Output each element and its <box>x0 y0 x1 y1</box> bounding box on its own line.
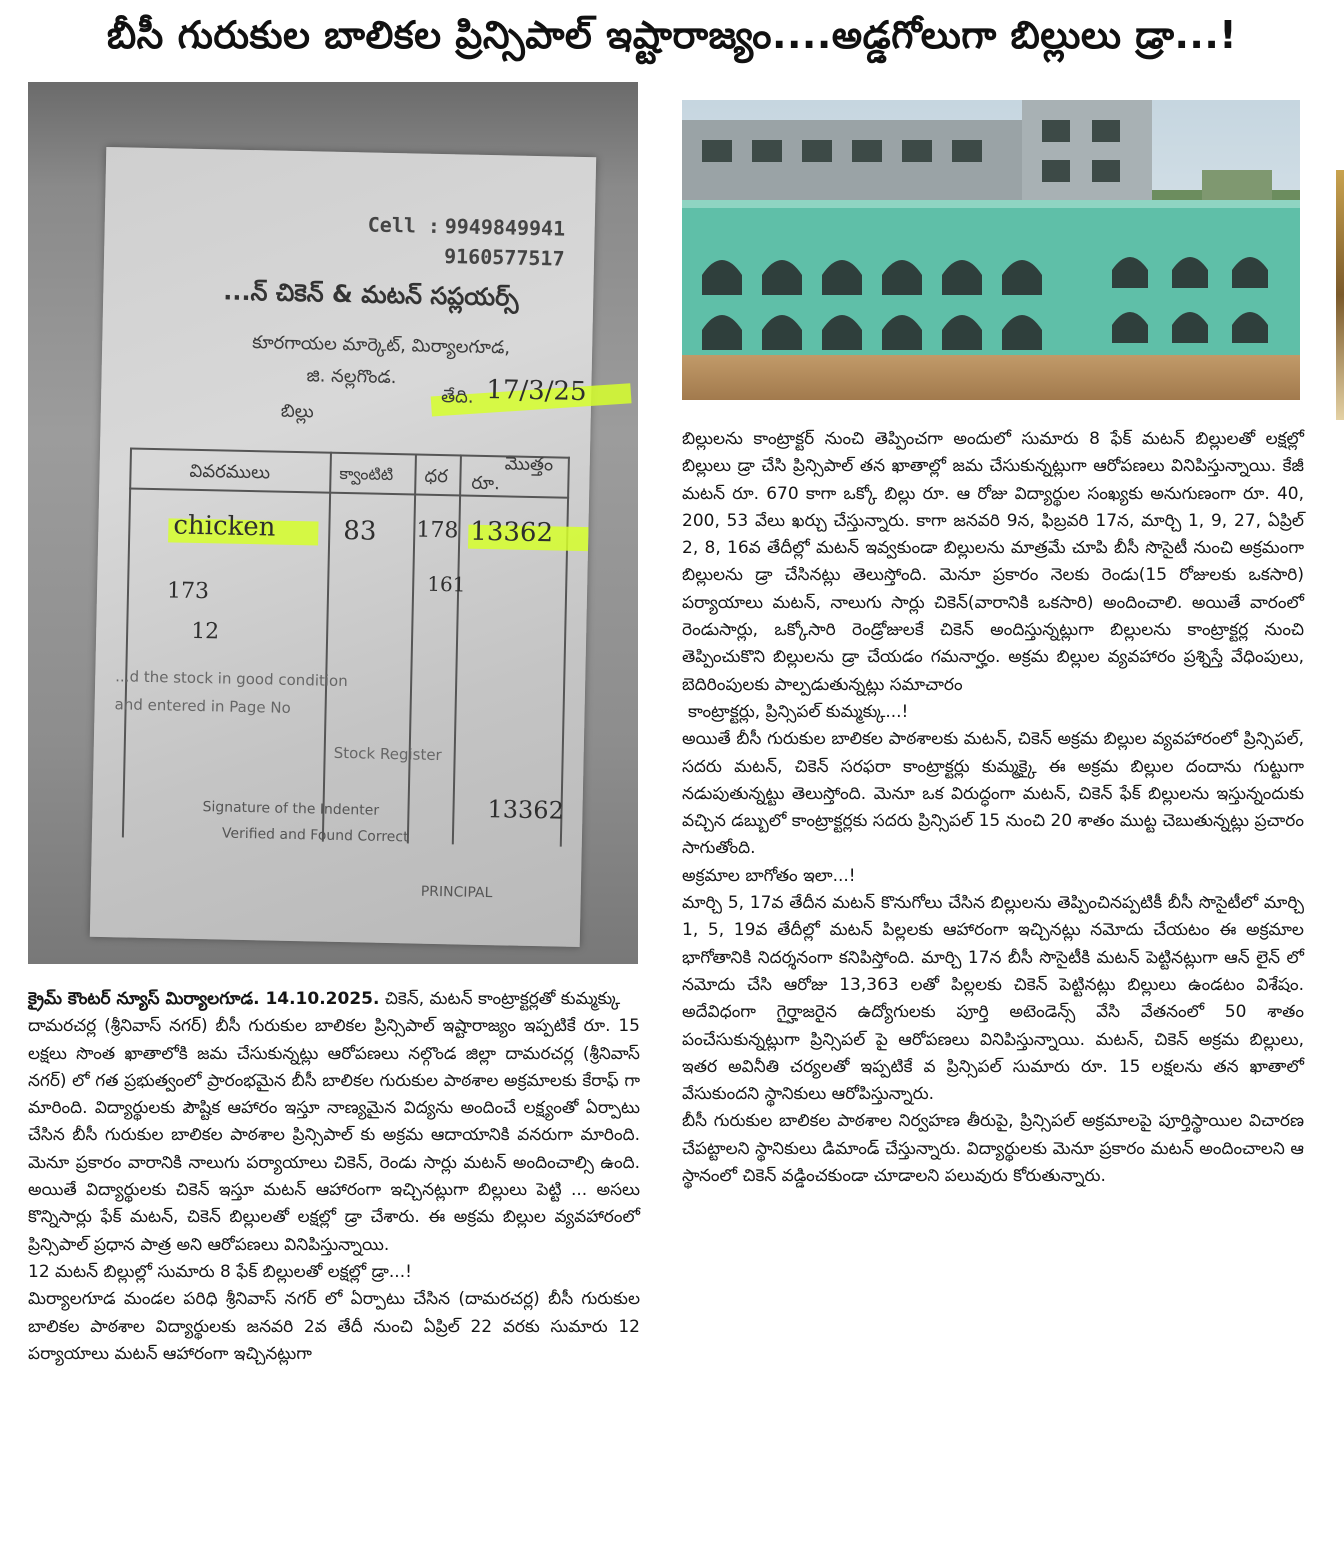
right-subhead-2: అక్రమాల బాగోతం ఇలా...! <box>682 865 856 886</box>
receipt-note-1: 173 <box>166 578 210 605</box>
receipt-paper <box>90 147 596 947</box>
left-subhead-1: 12 మటన్ బిల్లుల్లో సుమారు 8 ఫేక్ బిల్లులతో లక్షల్లో డ్రా...! <box>28 1261 412 1282</box>
right-paragraph-3: మార్చి 5, 17వ తేదీన మటన్ కొనుగోలు చేసిన బిల్లులను తెప్పించినప్పటికీ బీసీ సొసైటీలో మార్చి 1, 5, 19వ తేదీల్లో మటన్ పిల్లలకు ఆహారంగా ఇచ్చినట్లు నమోదు చేయటం ఈ అక్రమాల భాగోతానికి నిదర్శనంగా కనిపిస్తోంది. మార్చి 17న బీసీ సొసైటీకి మటన్ పెట్టినట్లుగా ఆన్ లైన్ లో నమోదు చేసి ఆరోజు 13,363 లతో పిల్లలకు చికెన్ పెట్టినట్లు బిల్లులు ఉండటం విశేషం. అదేవిధంగా గైర్హాజరైన ఉద్యోగులకు పూర్తి అటెండెన్స్ వేసి వేతనంలో 50 శాతం పంచేసుకున్నట్లుగా ప్రిన్సిపల్ పై ఆరోపణలు వినిపిస్తున్నాయి. మటన్, చికెన్ అక్రమ బిల్లులు, ఇతర అవినీతి చర్యలతో ఇప్పటికే వ ప్రిన్సిపల్ సుమారు రూ. 15 లక్షలను తన ఖాతాలో వేసుకుందని స్థానికులు ఆరోపిస్తున్నారు. <box>682 893 1304 1105</box>
receipt-date-value: 17/3/25 <box>486 374 587 408</box>
receipt-table-header-rule <box>129 488 569 499</box>
receipt-rate-note: 161 <box>426 571 466 597</box>
school-building-photo <box>682 100 1300 400</box>
receipt-quantity: 83 <box>343 516 377 547</box>
receipt-cell-label: Cell : <box>367 212 441 238</box>
receipt-rate: 178 <box>416 517 459 544</box>
receipt-amount: 13362 <box>470 516 554 549</box>
right-paragraph-4: బీసీ గురుకుల బాలికల పాఠశాల నిర్వహణ తీరుపై, ప్రిన్సిపల్ అక్రమాలపై పూర్తిస్థాయిల విచారణ చేపట్టాలని స్థానికులు డిమాండ్ చేస్తున్నారు. విద్యార్థులకు మెనూ ప్రకారం మటన్ అందించాలని ఆ స్థానంలో చికెన్ వడ్డించకుండా చూడాలని పలువురు కోరుతున్నారు. <box>682 1111 1304 1187</box>
receipt-photo <box>28 82 638 964</box>
receipt-table-left <box>122 448 132 838</box>
receipt-col-particulars: వివరములు <box>189 460 271 484</box>
receipt-total: 13362 <box>487 795 565 825</box>
right-subhead-1: కాంట్రాక్టర్లు, ప్రిన్సిపల్ కుమ్మక్కు...! <box>688 701 909 722</box>
receipt-col-amount: మొత్తం <box>504 453 554 476</box>
receipt-col-rate: ధర <box>424 465 449 488</box>
receipt-stamp-5: Verified and Found Correct <box>221 825 409 846</box>
left-paragraph-1: దామరచర్ల (శ్రీనివాస్ నగర్) బీసీ గురుకుల బాలికల ప్రిన్సిపాల్ ఇష్టారాజ్యం ఇప్పటికే రూ. 15 లక్షలు సొంత ఖాతాలోకి జమ చేసుకున్నట్లు ఆరోపణలు నల్గొండ జిల్లా దామరచర్ల (శ్రీనివాస్ నగర్) లో గత ప్రభుత్వంలో ప్రారంభమైన బీసీ బాలికల గురుకుల పాఠశాల అక్రమాలకు కేరాఫ్ గా మారింది. విద్యార్థులకు పౌష్టిక ఆహారం ఇస్తూ నాణ్యమైన విద్యను అందించే లక్ష్యంతో ఏర్పాటు చేసిన బీసీ గురుకుల బాలికల పాఠశాల ప్రిన్సిపాల్ కు అక్రమ ఆదాయానికి వనరుగా మారింది. మెనూ ప్రకారం వారానికి నాలుగు పర్యాయాలు చికెన్, రెండు సార్లు మటన్ అందించాల్సి ఉంది. అయితే విద్యార్థులకు చికెన్ ఇస్తూ మటన్ ఆహారంగా ఇచ్చినట్లుగా బిల్లులు పెట్టి ... అసలు కొన్నిసార్లు ఫేక్ మటన్, చికెన్ బిల్లులతో లక్షల్లో డ్రా చేశారు. ఈ అక్రమ బిల్లుల వ్యవహారంలో ప్రిన్సిపాల్ ప్రధాన పాత్ర అని ఆరోపణలు వినిపిస్తున్నాయి. <box>28 1016 640 1255</box>
right-paragraph-2: అయితే బీసీ గురుకుల బాలికల పాఠశాలకు మటన్, చికెన్ అక్రమ బిల్లుల వ్యవహారంలో ప్రిన్సిపల్, సదరు మటన్, చికెన్ సరఫరా కాంట్రాక్టర్లు కుమ్మక్కై ఈ అక్రమ బిల్లుల దందాను గుట్టుగా నడుపుతున్నట్టు తెలుస్తోంది. మెనూ ఒక విరుద్ధంగా మటన్, చికెన్ ఫేక్ బిల్లులను ఇస్తున్నందుకు వచ్చిన డబ్బులో కాంట్రాక్టర్లకు సదరు ప్రిన్సిపల్ 15 నుంచి 20 శాతం ముట్ట చెబుతున్నట్లు ప్రచారం సాగుతోంది. <box>682 729 1304 859</box>
right-article-column <box>682 426 1304 1190</box>
receipt-phone-2: 9160577517 <box>443 244 565 271</box>
right-paragraph-1: బిల్లులను కాంట్రాక్టర్ నుంచి తెప్పించగా అందులో సుమారు 8 ఫేక్ మటన్ బిల్లులతో లక్షల్లో బిల్లులు డ్రా చేసి ప్రిన్సిపాల్ తన ఖాతాల్లో జమ చేసుకున్నట్లుగా ఆరోపణలు వినిపిస్తున్నాయి. కేజీ మటన్ రూ. 670 కాగా ఒక్కో బిల్లు రూ. ఆ రోజు విద్యార్థుల సంఖ్యకు అనుగుణంగా రూ. 40, 200, 53 వేలు ఖర్చు చేస్తున్నారు. కాగా జనవరి 9న, ఫిబ్రవరి 17న, మార్చి 1, 9, 27, ఏప్రిల్ 2, 8, 16వ తేదీల్లో మటన్ ఇవ్వకుండా బిల్లులను మాత్రమే చూపి బీసీ సొసైటీ నుంచి అక్రమంగా బిల్లులను డ్రా చేసినట్లు తెలుస్తోంది. మెనూ ప్రకారం నెలకు రెండు(15 రోజులకు ఒకసారి) పర్యాయాలు మటన్, నాలుగు సార్లు చికెన్(వారానికి ఒకసారి) అందించాలి. అయితే వారంలో రెండుసార్లు, ఒక్కోసారి రెండ్రోజులకే చికెన్ అందిస్తున్నట్లుగా బిల్లులను కాంట్రాక్టర్ల నుంచి తెప్పించుకొని బిల్లులను డ్రా చేయడం గమనార్హం. అక్రమ బిల్లుల వ్యవహారం ప్రశ్నిస్తే వేధింపులు, బెదిరింపులకు పాల్పడుతున్నట్లు సమాచారం <box>682 429 1304 695</box>
receipt-address-1: కూరగాయల మార్కెట్, మిర్యాలగూడ, <box>252 332 511 359</box>
receipt-note-2: 12 <box>190 618 220 645</box>
receipt-bill-label: బిల్లు <box>280 400 314 423</box>
receipt-shop-name: ...న్ చికెన్ & మటన్ సప్లయర్స్ <box>223 277 519 312</box>
receipt-stamp-2: and entered in Page No <box>114 695 291 717</box>
receipt-item: chicken <box>173 510 276 543</box>
adjacent-image-edge <box>1336 170 1344 420</box>
lead-text: చికెన్, మటన్ కాంట్రాక్టర్లతో కుమ్మక్కు <box>384 989 621 1009</box>
receipt-stamp-6: PRINCIPAL <box>420 883 493 902</box>
receipt-table-right <box>560 457 570 847</box>
receipt-phone-1: 9949849941 <box>444 214 566 241</box>
receipt-stamp-1: ...d the stock in good condition <box>115 667 348 691</box>
left-paragraph-2: మిర్యాలగూడ మండల పరిధి శ్రీనివాస్ నగర్ లో ఏర్పాటు చేసిన (దామరచర్ల) బీసీ గురుకుల బాలికల పాఠశాల విద్యార్థులకు జనవరి 2వ తేదీ నుంచి ఏప్రిల్ 22 వరకు సుమారు 12 పర్యాయాలు మటన్ ఆహారంగా ఇచ్చినట్లుగా <box>28 1289 640 1364</box>
left-paragraph-lead <box>28 986 640 1013</box>
receipt-table-col3 <box>452 454 462 844</box>
receipt-stamp-4: Signature of the Indenter <box>202 799 380 819</box>
dateline: క్రైమ్ కౌంటర్ న్యూస్ మిర్యాలగూడ. 14.10.2025. <box>28 989 380 1009</box>
receipt-date-label: తేది. <box>440 386 474 408</box>
receipt-stamp-3: Stock Register <box>333 743 442 765</box>
receipt-col-rupees: రూ. <box>471 472 501 495</box>
school-building-illustration <box>682 100 1300 400</box>
headline: బీసీ గురుకుల బాలికల ప్రిన్సిపాల్ ఇష్టారాజ్యం....అడ్డగోలుగా బిల్లులు డ్రా...! <box>106 13 1238 57</box>
receipt-address-2: జి. నల్లగొండ. <box>306 365 397 389</box>
receipt-table-col2 <box>407 453 417 843</box>
receipt-table-col1 <box>322 452 332 842</box>
receipt-col-quantity: క్వాంటిటి <box>339 463 394 485</box>
left-article-column <box>28 986 640 1368</box>
